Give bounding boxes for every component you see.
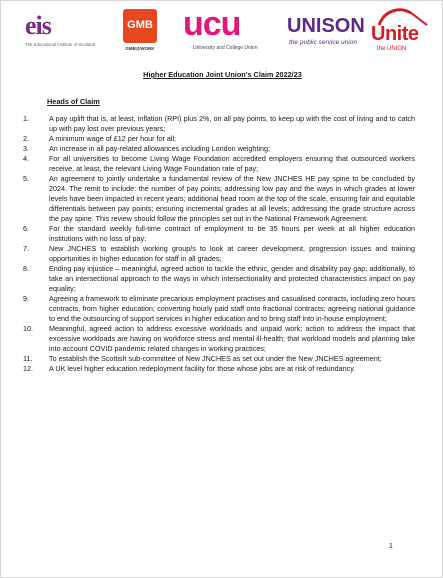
list-item-number: 8.: [23, 264, 29, 273]
list-item-text: Ending pay injustice – meaningful, agreed action to tackle the ethnic, gender and disability pay gap; additionally, to take an intersectional approach to the ways in which intersectionality and protected characteristics impact on pay equality;: [49, 264, 415, 293]
list-item-number: 4.: [23, 154, 29, 163]
list-item-number: 5.: [23, 174, 29, 183]
eis-logo: [21, 9, 93, 57]
unison-logo-word: UNISON: [287, 15, 365, 37]
list-item: [23, 244, 415, 264]
unison-logo: [287, 9, 375, 57]
list-item: [23, 264, 415, 294]
list-item-text: To establish the Scottish sub-committee of New JNCHES as set out under the New JNCHES agreement;: [49, 354, 382, 363]
document-title: Higher Education Joint Union's Claim 2022/23: [143, 70, 302, 79]
list-item-number: 10.: [23, 324, 33, 333]
list-item-text: Agreeing a framework to eliminate precarious employment practises and casualised contracts, including zero hours contracts, from higher education; converting hourly paid staff onto fractional contracts; agreeing national guidance to end the outsourcing of support services in higher education and to bring staff into in-house employment;: [49, 294, 415, 323]
list-item-text: Meaningful, agreed action to address excessive workloads and unpaid work; action to address the impact that excessive workloads are having on workforce stress and mental ill-health; that workload models and planning take into account COVID pandemic related changes in working practices;: [49, 324, 415, 353]
list-item-number: 9.: [23, 294, 29, 303]
list-item: [23, 364, 415, 374]
list-item-text: A UK level higher education redeployment facility for those whose jobs are at risk of redundancy.: [49, 364, 356, 373]
list-item: [23, 224, 415, 244]
list-item: [23, 134, 415, 144]
ucu-logo-word: ucu: [183, 5, 241, 43]
list-item-number: 3.: [23, 144, 29, 153]
list-item-number: 1.: [23, 114, 29, 123]
gmb-logo-word: GMB: [127, 19, 153, 31]
list-item-text: For all universities to become Living Wage Foundation accredited employers ensuring that outsourced workers receive, at least, the relevant Living Wage Foundation rate of pay;: [49, 154, 415, 173]
union-logos: [21, 5, 432, 57]
list-item-number: 11.: [23, 354, 33, 363]
claim-list: [23, 114, 415, 374]
list-item: [23, 144, 415, 154]
list-item: [23, 154, 415, 174]
list-item-number: 7.: [23, 244, 29, 253]
list-item: [23, 324, 415, 354]
ucu-logo: [183, 5, 279, 57]
unite-logo-tag: the UNION: [377, 46, 407, 52]
list-item-text: A pay uplift that is, at least, inflation (RPI) plus 2%, on all pay points, to keep up with the cost of living and to catch up with pay lost over previous years;: [49, 114, 415, 133]
eis-logo-subtitle: The Educational Institute of Scotland: [25, 42, 95, 47]
unite-logo-word: Unite: [371, 23, 419, 45]
page-number: 1: [389, 543, 393, 550]
list-item-text: For the standard weekly full-time contract of employment to be 35 hours per week at all higher education institutions with no loss of pay;: [49, 224, 415, 243]
list-item-text: A minimum wage of £12 per hour for all;: [49, 134, 177, 143]
list-item-number: 6.: [23, 224, 29, 233]
list-item: [23, 174, 415, 224]
gmb-logo-tag: GMB@WORK: [125, 46, 155, 51]
unite-logo: [371, 9, 431, 57]
list-item-text: An agreement to jointly undertake a fundamental review of the New JNCHES HE pay spine to be concluded by 2024. The remit to include: the number of pay points; addressing low pay and the ways in which grades at lower levels have been impacted in recent years; additional head room at the top of the scale, ensuring fair and equitable differentials between pay points; ensuring incremental grades at all levels; addressing the grade structure across the pay spine. This review should follow the principles set out in the National Framework Agreement.: [49, 174, 415, 223]
heads-of-claim-heading: Heads of Claim: [47, 97, 100, 106]
list-item: [23, 294, 415, 324]
list-item-number: 12.: [23, 364, 33, 373]
unison-logo-tag: the public service union: [289, 39, 357, 46]
list-item-text: New JNCHES to establish working group/s to look at career development, progression issues and training opportunities in higher education for staff in all grades;: [49, 244, 415, 263]
eis-logo-word: eis: [25, 11, 51, 40]
ucu-logo-subtitle: University and College Union: [193, 45, 258, 51]
list-item-number: 2.: [23, 134, 29, 143]
list-item-text: An increase in all pay-related allowances including London weighting;: [49, 144, 270, 153]
list-item: [23, 114, 415, 134]
gmb-logo: [123, 9, 157, 57]
list-item: [23, 354, 415, 364]
